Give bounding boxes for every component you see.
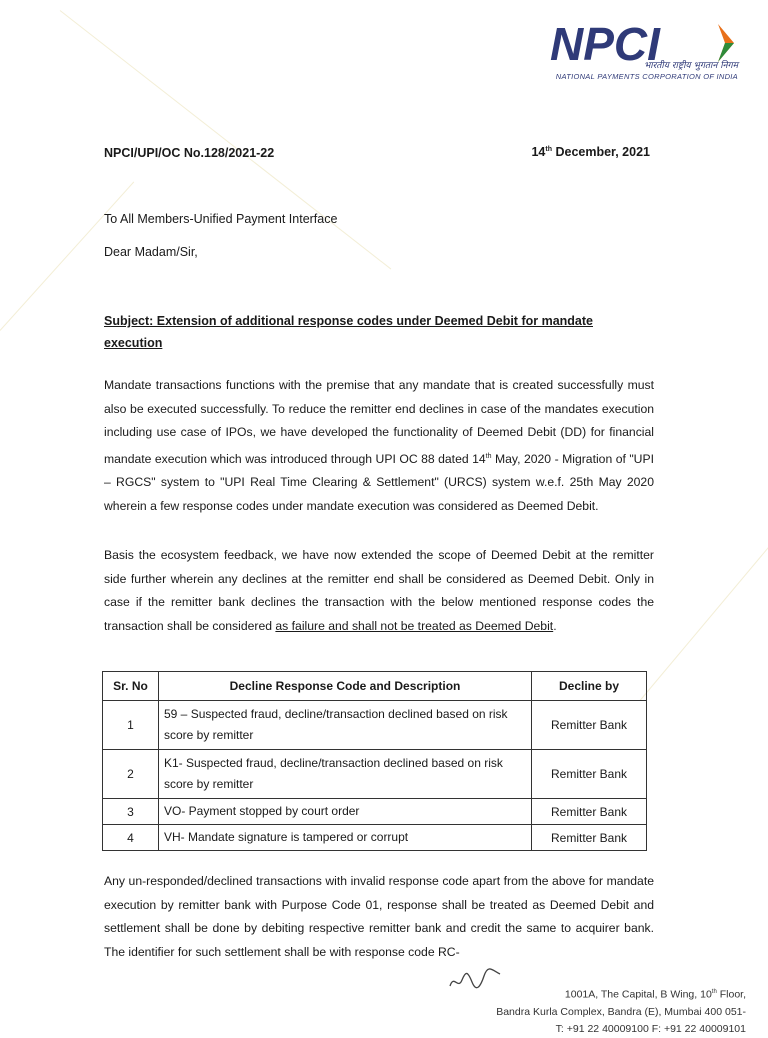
- table-header: Sr. No: [103, 672, 159, 701]
- response-codes-table: [102, 671, 647, 851]
- salutation: Dear Madam/Sir,: [104, 245, 198, 259]
- table-row: [103, 799, 647, 825]
- sr-no-cell: 4: [103, 825, 159, 851]
- description-cell: VH- Mandate signature is tampered or corrupt: [159, 825, 532, 851]
- footer-address: [496, 984, 746, 1038]
- decline-by-cell: Remitter Bank: [532, 701, 647, 750]
- decline-by-cell: Remitter Bank: [532, 799, 647, 825]
- scan-streak: [60, 10, 392, 269]
- scan-streak: [640, 547, 768, 701]
- description-cell: VO- Payment stopped by court order: [159, 799, 532, 825]
- signature-stroke: [450, 969, 500, 988]
- logo-hindi-text: भारतीय राष्ट्रीय भुगतान निगम: [643, 61, 738, 71]
- paragraph-2: Basis the ecosystem feedback, we have now extended the scope of Deemed Debit at the remitter side further wherein any declines at the remitter end shall be considered as Deemed Debit. Only in case if the remitter bank declines the transaction with the below mentioned response codes the transaction shall be considered as failure and shall not be treated as Deemed Debit.: [104, 548, 654, 633]
- address-line: T: +91 22 40009100 F: +91 22 40009101: [555, 1022, 746, 1035]
- addressee: To All Members-Unified Payment Interface: [104, 212, 338, 226]
- description-cell: K1- Suspected fraud, decline/transaction declined based on risk score by remitter: [159, 750, 532, 799]
- table-row: [103, 825, 647, 851]
- table-header-row: [103, 672, 647, 701]
- sr-no-cell: 2: [103, 750, 159, 799]
- address-line: Bandra Kurla Complex, Bandra (E), Mumbai 400 051-: [496, 1005, 746, 1018]
- table-header: Decline by: [532, 672, 647, 701]
- table-row: [103, 750, 647, 799]
- subject-line: Subject: Extension of additional response codes under Deemed Debit for mandate execution: [104, 314, 593, 350]
- address-line: 1001A, The Capital, B Wing, 10th Floor,: [564, 988, 746, 1001]
- description-cell: 59 – Suspected fraud, decline/transaction declined based on risk score by remitter: [159, 701, 532, 750]
- logo-english-text: NATIONAL PAYMENTS CORPORATION OF INDIA: [555, 72, 738, 81]
- paragraph-3: Any un-responded/declined transactions with invalid response code apart from the above for mandate execution by remitter bank with Purpose Code 01, response shall be treated as Deemed Debit and settlement shall be done by debiting respective remitter bank and credit the same to acquirer bank. The identifier for such settlement shall be with response code RC-: [104, 874, 654, 959]
- decline-by-cell: Remitter Bank: [532, 825, 647, 851]
- reference-number: NPCI/UPI/OC No.128/2021-22: [104, 146, 275, 160]
- npci-logo-text: NPCI: [550, 18, 660, 66]
- table-row: [103, 701, 647, 750]
- decline-by-cell: Remitter Bank: [532, 750, 647, 799]
- sr-no-cell: 3: [103, 799, 159, 825]
- paragraph-1: Mandate transactions functions with the premise that any mandate that is created successfully must also be executed successfully. To reduce the remitter end declines in case of the mandates execution including use case of IPOs, we have developed the functionality of Deemed Debit (DD) for financial mandate execution which was introduced through UPI OC 88 dated 14th May, 2020 - Migration of "UPI – RGCS" system to "UPI Real Time Clearing & Settlement" (URCS) system w.e.f. 25th May 2020 wherein a few response codes under mandate execution was considered as Deemed Debit.: [104, 378, 654, 513]
- letter-date: 14th December, 2021: [531, 145, 650, 159]
- sr-no-cell: 1: [103, 701, 159, 750]
- table-header: Decline Response Code and Description: [159, 672, 532, 701]
